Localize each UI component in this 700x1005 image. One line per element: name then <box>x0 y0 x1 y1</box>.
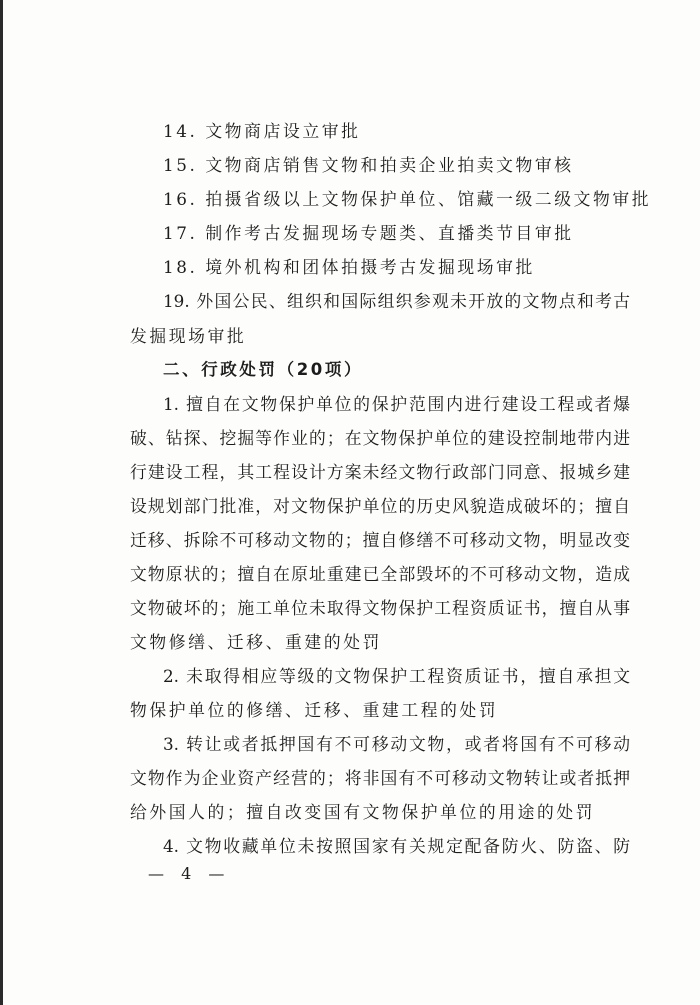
paragraph-line: 文物原状的；擅自在原址重建已全部毁坏的不可移动文物，造成 <box>130 564 630 584</box>
paragraph-line: 2. 未取得相应等级的文物保护工程资质证书，擅自承担文 <box>163 666 630 686</box>
list-item: 17. 制作考古发掘现场专题类、直播类节目审批 <box>163 223 574 243</box>
list-item: 15. 文物商店销售文物和拍卖企业拍卖文物审核 <box>163 155 574 175</box>
paragraph-line: 4. 文物收藏单位未按照国家有关规定配备防火、防盗、防 <box>163 836 630 856</box>
paragraph-line: 给外国人的；擅自改变国有文物保护单位的用途的处罚 <box>130 802 596 822</box>
paragraph-line: 迁移、拆除不可移动文物的；擅自修缮不可移动文物，明显改变 <box>130 530 630 550</box>
list-item: 19. 外国公民、组织和国际组织参观未开放的文物点和考古 <box>163 291 630 311</box>
paragraph-line: 设规划部门批准，对文物保护单位的历史风貌造成破坏的；擅自 <box>130 496 630 516</box>
paragraph-line: 行建设工程，其工程设计方案未经文物行政部门同意、报城乡建 <box>130 462 630 482</box>
list-item: 14. 文物商店设立审批 <box>163 121 361 141</box>
list-item: 16. 拍摄省级以上文物保护单位、馆藏一级二级文物审批 <box>163 189 652 209</box>
paragraph-line: 文物修缮、迁移、重建的处罚 <box>130 632 382 652</box>
paragraph-line: 破、钻探、挖掘等作业的；在文物保护单位的建设控制地带内进 <box>130 428 630 448</box>
list-item-continued: 发掘现场审批 <box>130 326 247 346</box>
paragraph-line: 3. 转让或者抵押国有不可移动文物，或者将国有不可移动 <box>163 734 630 754</box>
list-item: 18. 境外机构和团体拍摄考古发掘现场审批 <box>163 257 535 277</box>
paragraph-line: 文物破坏的；施工单位未取得文物保护工程资质证书，擅自从事 <box>130 598 630 618</box>
section-heading: 二、行政处罚（20项） <box>163 360 364 379</box>
paragraph-line: 文物作为企业资产经营的；将非国有不可移动文物转让或者抵押 <box>130 768 630 788</box>
page-number: — 4 — <box>148 864 231 883</box>
paragraph-line: 1. 擅自在文物保护单位的保护范围内进行建设工程或者爆 <box>163 394 630 414</box>
paragraph-line: 物保护单位的修缮、迁移、重建工程的处罚 <box>130 700 499 720</box>
